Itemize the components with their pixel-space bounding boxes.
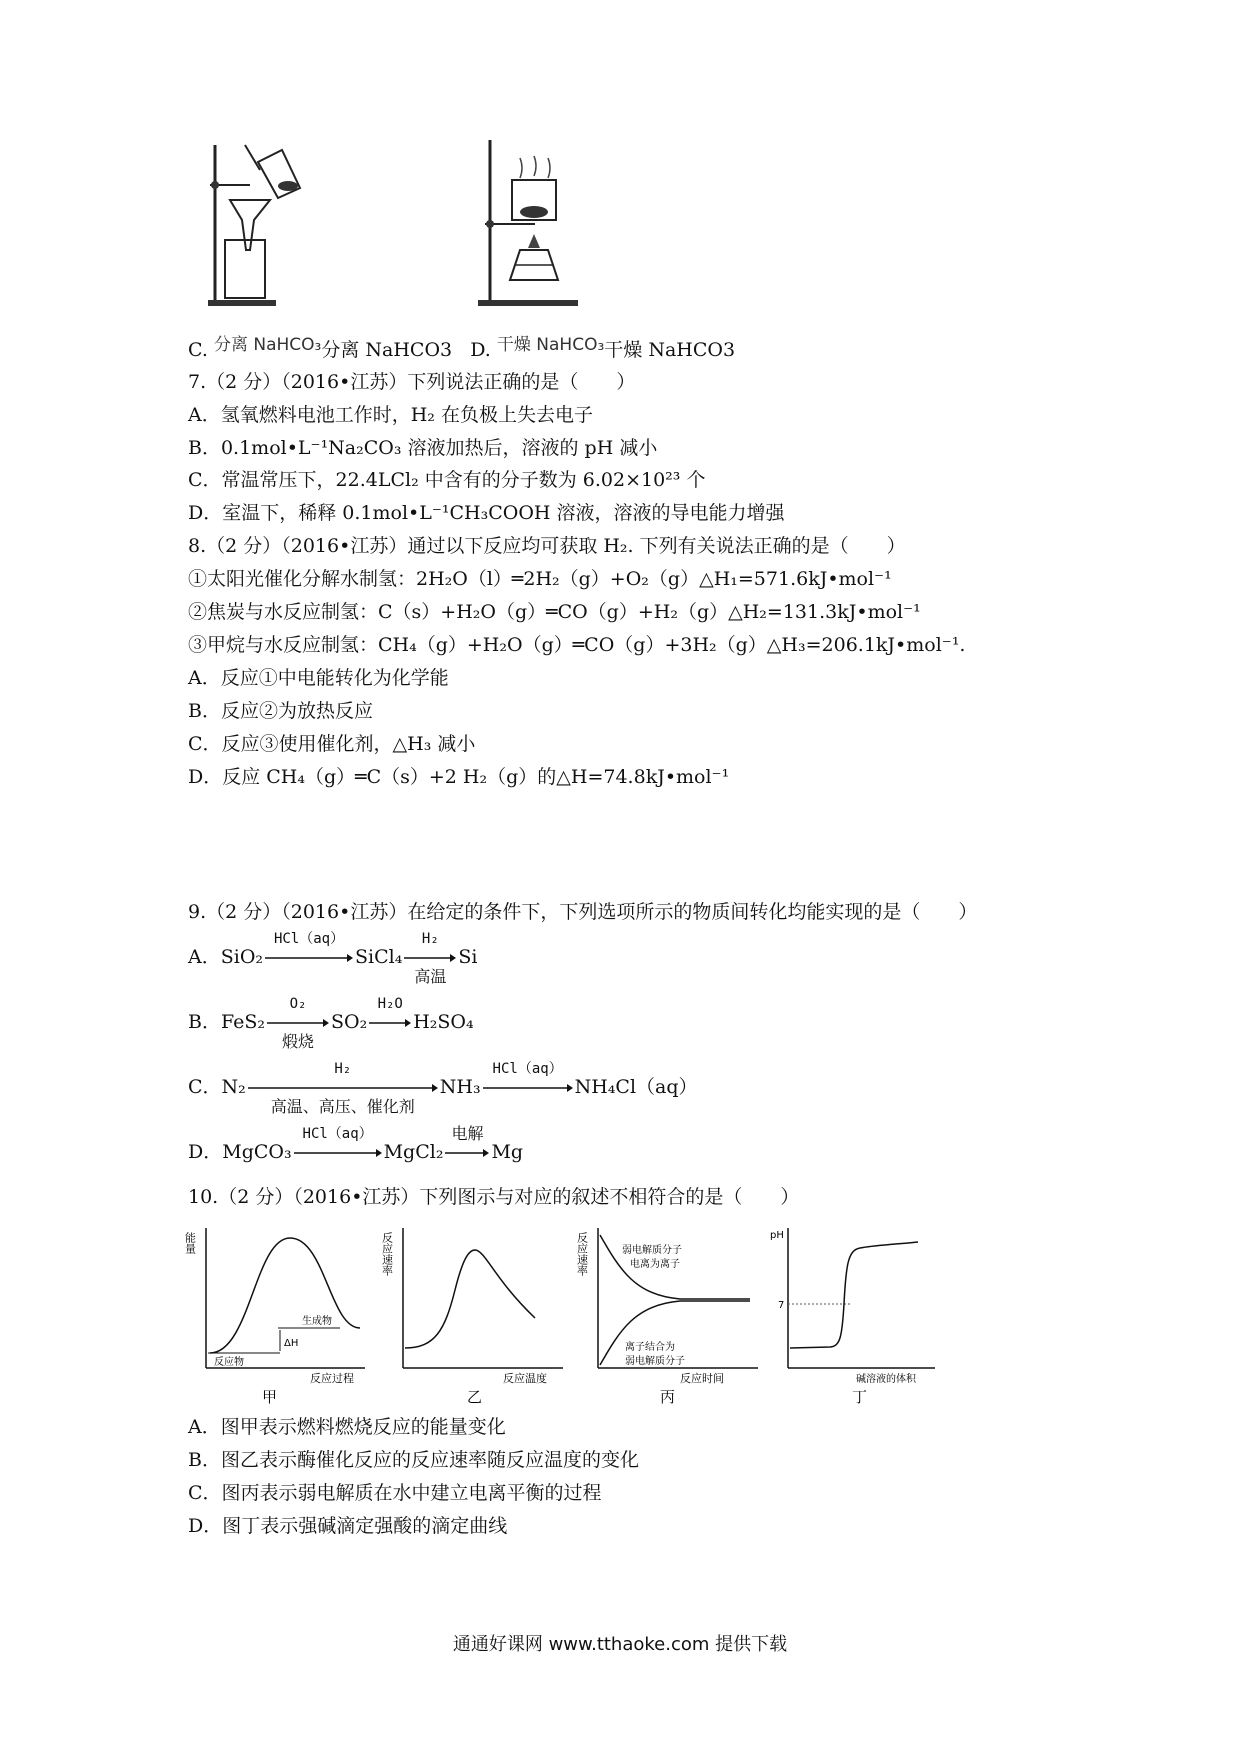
apparatus-options	[188, 335, 736, 363]
option-c-letter: C.	[188, 339, 208, 361]
graph-ding-caption: 丁	[852, 1388, 868, 1406]
q9-c-cond-1a: H₂	[334, 1061, 352, 1077]
q9-d-s3: Mg	[491, 1141, 524, 1163]
q9-c-cond-2: HCl（aq）	[492, 1061, 563, 1077]
graph-jia-ylabel: 能量	[183, 1232, 197, 1254]
q8-option-b: B．反应②为放热反应	[188, 700, 373, 722]
q9-a-cond-1: HCl（aq）	[273, 931, 345, 947]
q8-reaction-2: ②焦炭与水反应制氢：C（s）+H₂O（g）═CO（g）+H₂（g）△H₂=131.3kJ•mol⁻¹	[188, 601, 921, 623]
graph-ding-xlabel: 碱溶液的体积	[856, 1374, 916, 1385]
q7-option-c: C．常温常压下，22.4LCl₂ 中含有的分子数为 6.02×10²³ 个	[188, 469, 706, 491]
filtration-apparatus-image	[190, 140, 320, 315]
graph-bing-bot2: 弱电解质分子	[625, 1356, 685, 1367]
q8-reaction-1: ①太阳光催化分解水制氢：2H₂O（l）═2H₂（g）+O₂（g）△H₁=571.6kJ•mol⁻¹	[188, 568, 892, 590]
q9-option-c	[188, 1061, 698, 1116]
graph-jia	[183, 1220, 370, 1406]
q10-option-b: B．图乙表示酶催化反应的反应速率随反应温度的变化	[188, 1449, 639, 1471]
q10-option-c: C．图丙表示弱电解质在水中建立电离平衡的过程	[188, 1482, 602, 1504]
q7-option-a: A．氢氧燃料电池工作时，H₂ 在负极上失去电子	[188, 404, 593, 426]
graph-bing-xlabel: 反应时间	[680, 1372, 724, 1385]
q9-c-arrow-1	[248, 1061, 438, 1116]
q10-stem: 10.（2 分）（2016•江苏）下列图示与对应的叙述不相符合的是（ ）	[188, 1186, 800, 1208]
drying-apparatus-image	[470, 140, 590, 315]
q9-stem: 9.（2 分）（2016•江苏）在给定的条件下，下列选项所示的物质间转化均能实现的是（ ）	[188, 901, 978, 923]
graph-yi-ylabel: 反应速率	[380, 1232, 394, 1276]
graph-ding-ylabel: pH	[770, 1230, 784, 1241]
graph-yi	[380, 1220, 565, 1406]
graph-ding	[770, 1220, 940, 1405]
q8-option-d: D．反应 CH₄（g）═C（s）+2 H₂（g）的△H=74.8kJ•mol⁻¹	[188, 766, 730, 788]
q9-d-cond-1: HCl（aq）	[302, 1126, 373, 1142]
q9-d-letter: D．	[188, 1141, 223, 1163]
q9-option-b	[188, 996, 474, 1051]
graph-bing-ylabel: 反应速率	[575, 1232, 589, 1276]
q9-a-s3: Si	[458, 946, 478, 968]
graph-jia-caption: 甲	[262, 1388, 278, 1406]
q9-c-s1: N₂	[221, 1076, 246, 1098]
q9-b-cond-1a: O₂	[289, 996, 307, 1012]
q9-d-s1: MgCO₃	[222, 1141, 292, 1163]
q9-b-cond-1b: 煅烧	[281, 1032, 314, 1051]
q9-d-s2: MgCl₂	[383, 1141, 444, 1163]
q9-d-arrow-1	[294, 1126, 382, 1158]
q10-option-a: A．图甲表示燃料燃烧反应的能量变化	[188, 1416, 506, 1438]
graph-bing	[575, 1220, 760, 1406]
q7-option-d: D．室温下，稀释 0.1mol•L⁻¹CH₃COOH 溶液，溶液的导电能力增强	[188, 502, 785, 524]
option-c-text: 分离 NaHCO3	[321, 339, 453, 361]
q7-stem: 7.（2 分）（2016•江苏）下列说法正确的是（ ）	[188, 371, 636, 393]
graph-ding-tick7: 7	[778, 1300, 785, 1311]
graph-yi-caption: 乙	[467, 1388, 483, 1406]
q9-c-s3: NH₄Cl（aq）	[574, 1076, 698, 1098]
q9-b-s1: FeS₂	[220, 1011, 265, 1033]
q8-reaction-3: ③甲烷与水反应制氢：CH₄（g）+H₂O（g）═CO（g）+3H₂（g）△H₃=206.1kJ•mol⁻¹.	[188, 634, 966, 656]
q9-a-s2: SiCl₄	[355, 946, 403, 968]
graph-yi-xlabel: 反应温度	[503, 1372, 547, 1385]
q9-d-cond-2: 电解	[451, 1124, 484, 1143]
q9-c-arrow-2	[483, 1061, 573, 1093]
q9-d-arrow-2	[445, 1124, 489, 1158]
graph-jia-product: 生成物	[302, 1316, 332, 1327]
q9-b-cond-2: H₂O	[377, 996, 403, 1012]
q9-option-d	[188, 1124, 524, 1164]
graph-jia-dh: ΔH	[284, 1338, 299, 1349]
q9-a-cond-2a: H₂	[421, 931, 439, 947]
q9-a-letter: A．	[188, 946, 221, 968]
graph-jia-reactant: 反应物	[214, 1357, 244, 1368]
graph-jia-xlabel: 反应过程	[310, 1372, 354, 1385]
q7-option-b: B．0.1mol•L⁻¹Na₂CO₃ 溶液加热后，溶液的 pH 减小	[188, 437, 658, 459]
q9-a-s1: SiO₂	[220, 946, 264, 968]
q8-stem: 8.（2 分）（2016•江苏）通过以下反应均可获取 H₂. 下列有关说法正确的是（ ）	[188, 535, 906, 557]
graph-bing-caption: 丙	[660, 1388, 676, 1406]
q9-c-letter: C．	[188, 1076, 222, 1098]
q8-option-a: A．反应①中电能转化为化学能	[188, 667, 449, 689]
q9-option-a	[188, 931, 478, 986]
filtration-image-label: 分离 NaHCO₃	[213, 335, 322, 355]
graph-bing-top2: 电离为离子	[630, 1259, 680, 1270]
q9-b-arrow-1	[267, 996, 329, 1051]
q10-option-d: D．图丁表示强碱滴定强酸的滴定曲线	[188, 1515, 508, 1537]
q9-b-s2: SO₂	[331, 1011, 368, 1033]
q9-c-s2: NH₃	[439, 1076, 481, 1098]
q9-b-arrow-2	[369, 996, 411, 1028]
option-d-letter: D.	[470, 339, 491, 361]
q9-b-s3: H₂SO₄	[413, 1011, 474, 1033]
q9-a-arrow-1	[265, 931, 353, 963]
q9-c-cond-1b: 高温、高压、催化剂	[270, 1097, 415, 1116]
page-footer: 通通好课网 www.tthaoke.com 提供下载	[452, 1634, 788, 1655]
q9-b-letter: B．	[188, 1011, 221, 1033]
drying-image-label: 干燥 NaHCO₃	[496, 335, 605, 355]
q9-a-arrow-2	[404, 931, 456, 986]
q8-option-c: C．反应③使用催化剂，△H₃ 减小	[188, 733, 476, 755]
graph-bing-top1: 弱电解质分子	[622, 1245, 682, 1256]
graph-bing-bot1: 离子结合为	[625, 1342, 675, 1353]
option-d-text: 干燥 NaHCO3	[604, 339, 736, 361]
q9-a-cond-2b: 高温	[414, 967, 447, 986]
